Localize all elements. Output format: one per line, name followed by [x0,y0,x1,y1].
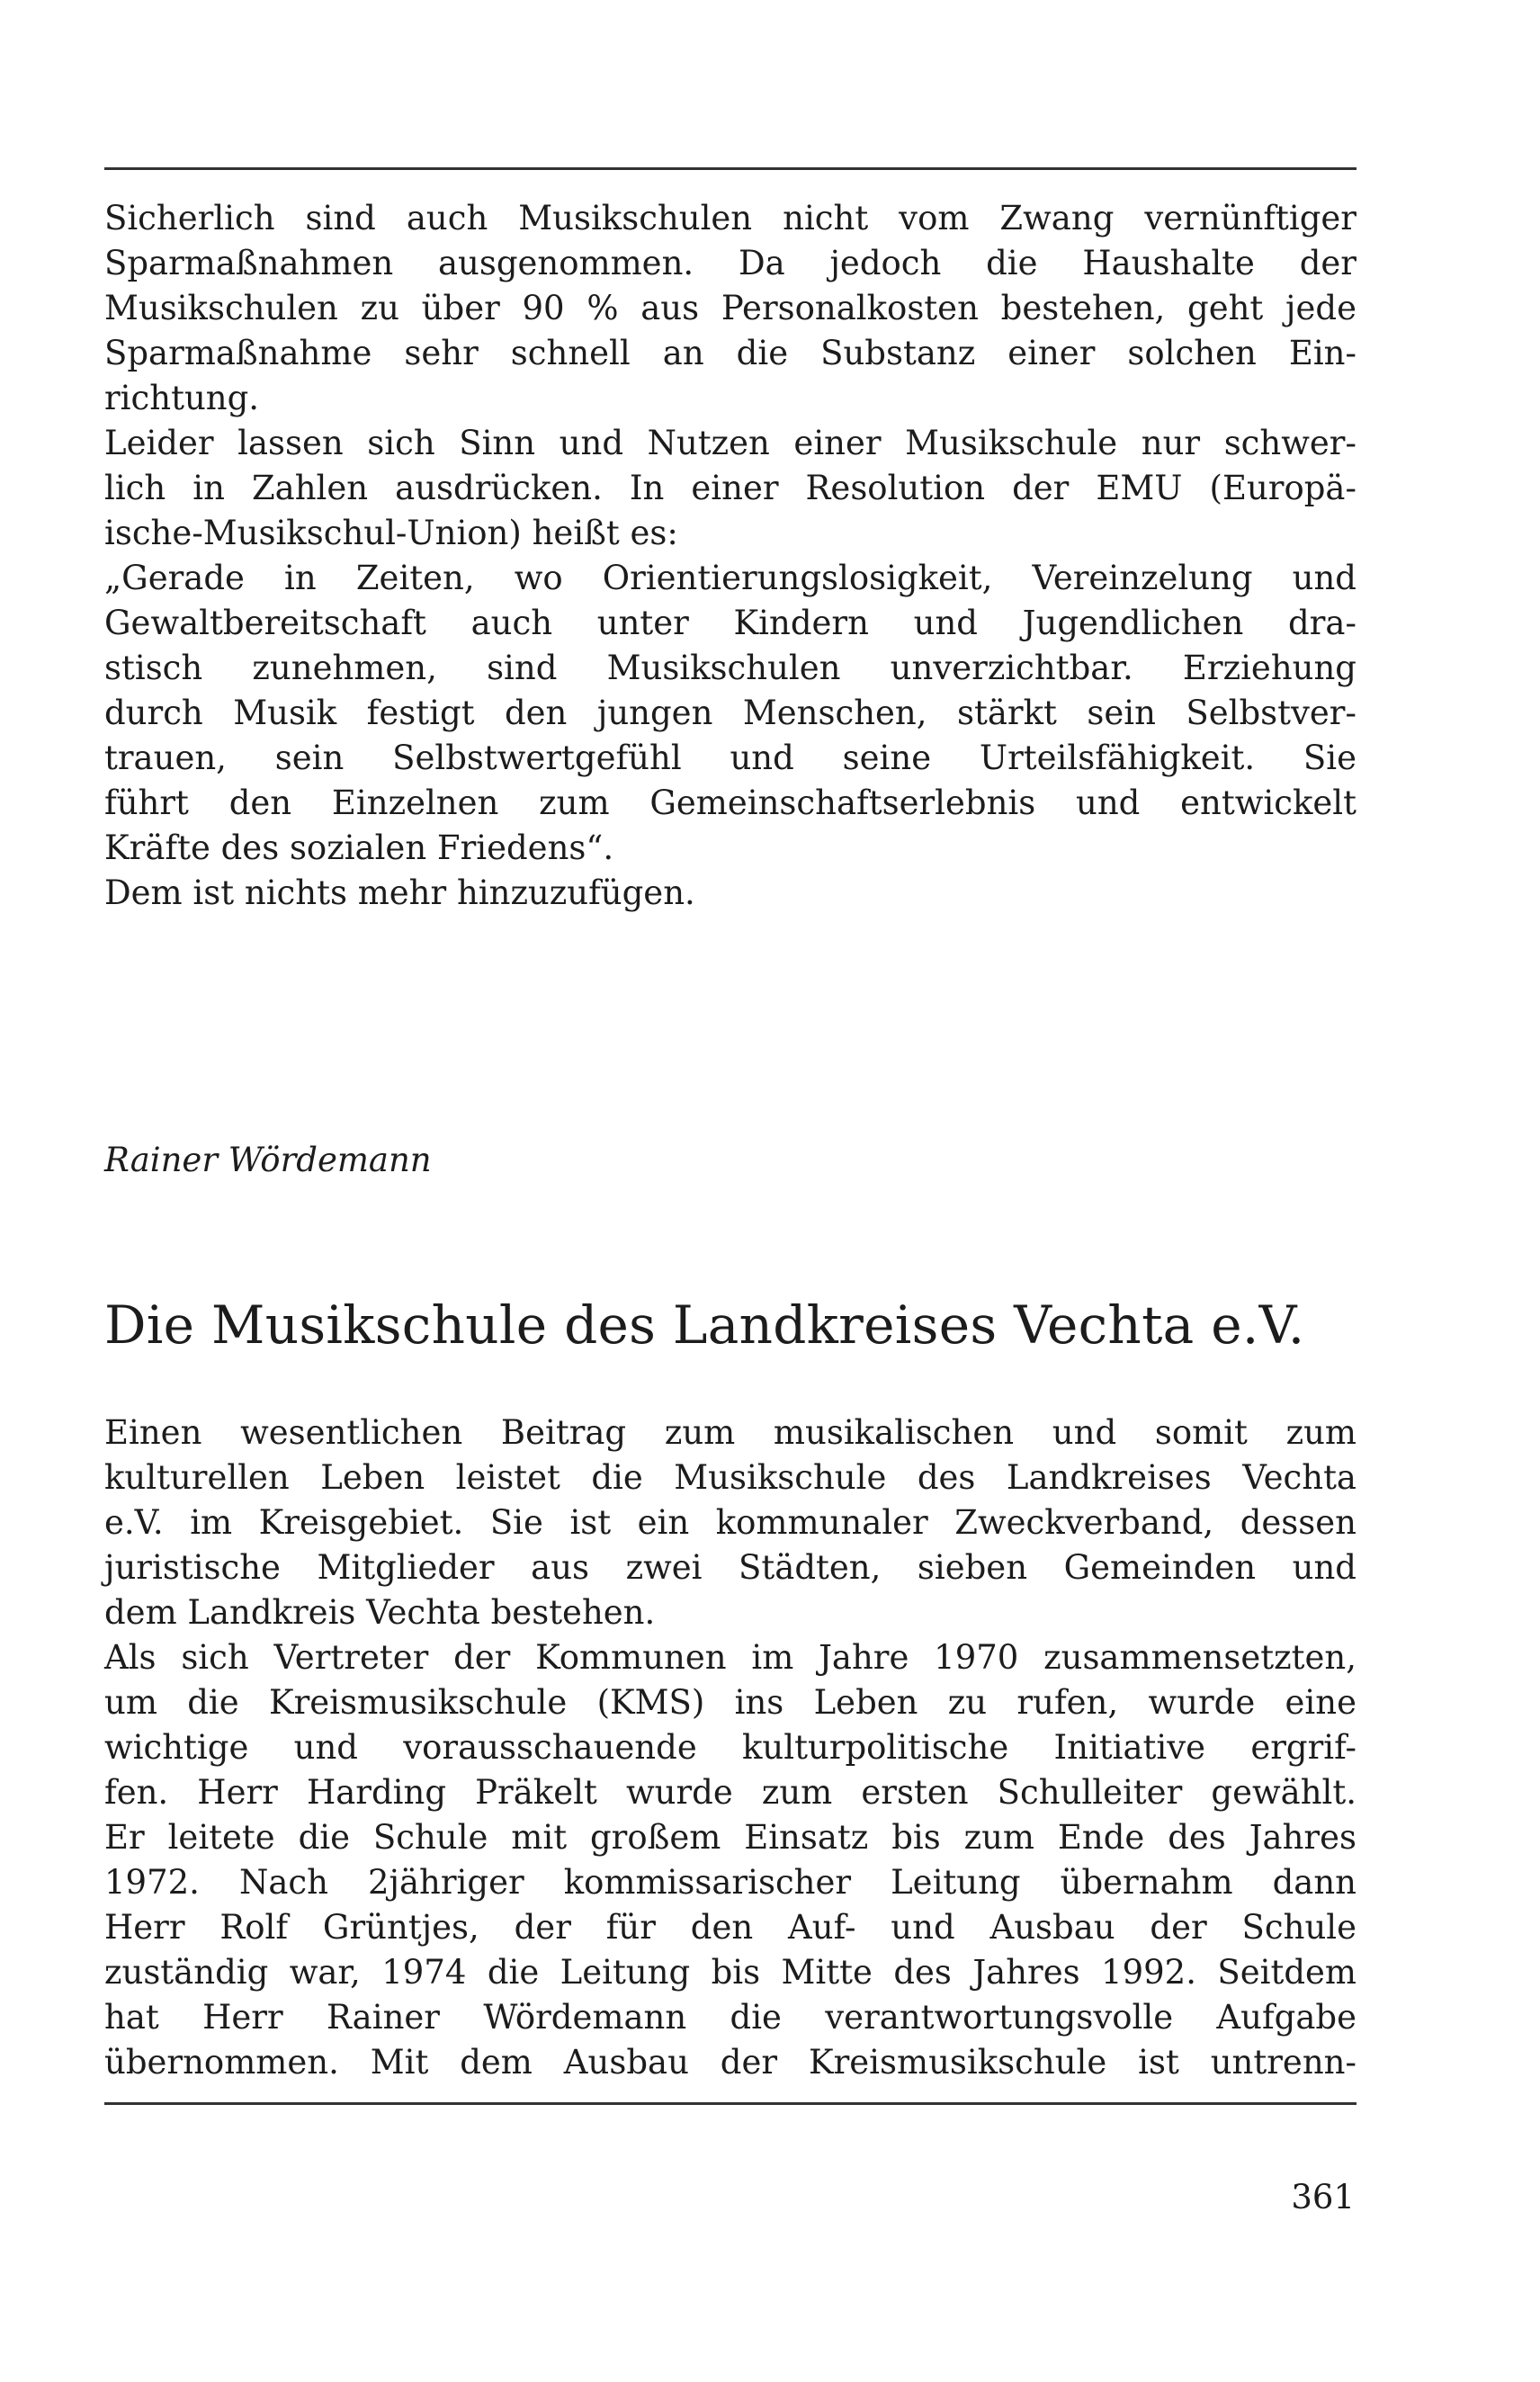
text-line: fen. Herr Harding Präkelt wurde zum ersten Schulleiter gewählt. [104,1773,1356,1812]
text-line: Sparmaßnahmen ausgenommen. Da jedoch die Haushalte der [104,244,1356,282]
text-line: lich in Zahlen ausdrücken. In einer Resolution der EMU (Europä- [104,469,1356,507]
text-line: hat Herr Rainer Wördemann die verantwortungsvolle Aufgabe [104,1998,1356,2037]
text-line: wichtige und vorausschauende kulturpolitische Initiative ergrif- [104,1728,1356,1767]
text-line: zuständig war, 1974 die Leitung bis Mitte des Jahres 1992. Seitdem [104,1953,1356,1992]
article-body [104,1410,1356,2085]
text-line: Als sich Vertreter der Kommunen im Jahre 1970 zusammensetzten, [104,1638,1356,1677]
text-line: Einen wesentlichen Beitrag zum musikalischen und somit zum [104,1413,1356,1452]
text-line: durch Musik festigt den jungen Menschen, stärkt sein Selbstver- [104,694,1356,732]
text-line: Kräfte des sozialen Friedens“. [104,828,614,867]
text-line: Gewaltbereitschaft auch unter Kindern und Jugendlichen dra- [104,604,1356,642]
text-line: Dem ist nichts mehr hinzuzufügen. [104,873,695,912]
text-line: Sparmaßnahme sehr schnell an die Substanz einer solchen Ein- [104,334,1356,372]
text-line: stisch zunehmen, sind Musikschulen unverzichtbar. Erziehung [104,649,1356,687]
text-line: Leider lassen sich Sinn und Nutzen einer Musikschule nur schwer- [104,424,1356,462]
article-title: Die Musikschule des Landkreises Vechta e.V. [104,1294,1305,1356]
text-line: Er leitete die Schule mit großem Einsatz bis zum Ende des Jahres [104,1818,1356,1857]
text-line: um die Kreismusikschule (KMS) ins Leben zu rufen, wurde eine [104,1683,1356,1722]
text-line: Sicherlich sind auch Musikschulen nicht vom Zwang vernünftiger [104,199,1356,237]
text-line: richtung. [104,379,260,417]
page-number: 361 [1291,2178,1355,2216]
text-line: juristische Mitglieder aus zwei Städten, sieben Gemeinden und [104,1548,1356,1587]
text-line: kulturellen Leben leistet die Musikschule des Landkreises Vechta [104,1458,1356,1497]
text-line: übernommen. Mit dem Ausbau der Kreismusikschule ist untrenn- [104,2043,1356,2082]
text-line: trauen, sein Selbstwertgefühl und seine Urteilsfähigkeit. Sie [104,739,1356,777]
top-rule [104,167,1356,170]
article-author: Rainer Wördemann [104,1141,432,1179]
text-line: e.V. im Kreisgebiet. Sie ist ein kommunaler Zweckverband, dessen [104,1503,1356,1542]
text-line: ische-Musikschul-Union) heißt es: [104,514,678,552]
text-line: führt den Einzelnen zum Gemeinschaftserlebnis und entwickelt [104,784,1356,822]
text-line: dem Landkreis Vechta bestehen. [104,1593,656,1632]
intro-text [104,196,1356,916]
bottom-rule [104,2102,1356,2105]
text-line: Herr Rolf Grüntjes, der für den Auf- und Ausbau der Schule [104,1908,1356,1947]
text-line: „Gerade in Zeiten, wo Orientierungslosigkeit, Vereinzelung und [104,559,1356,597]
text-line: Musikschulen zu über 90 % aus Personalkosten bestehen, geht jede [104,289,1356,327]
text-line: 1972. Nach 2jähriger kommissarischer Leitung übernahm dann [104,1863,1356,1902]
